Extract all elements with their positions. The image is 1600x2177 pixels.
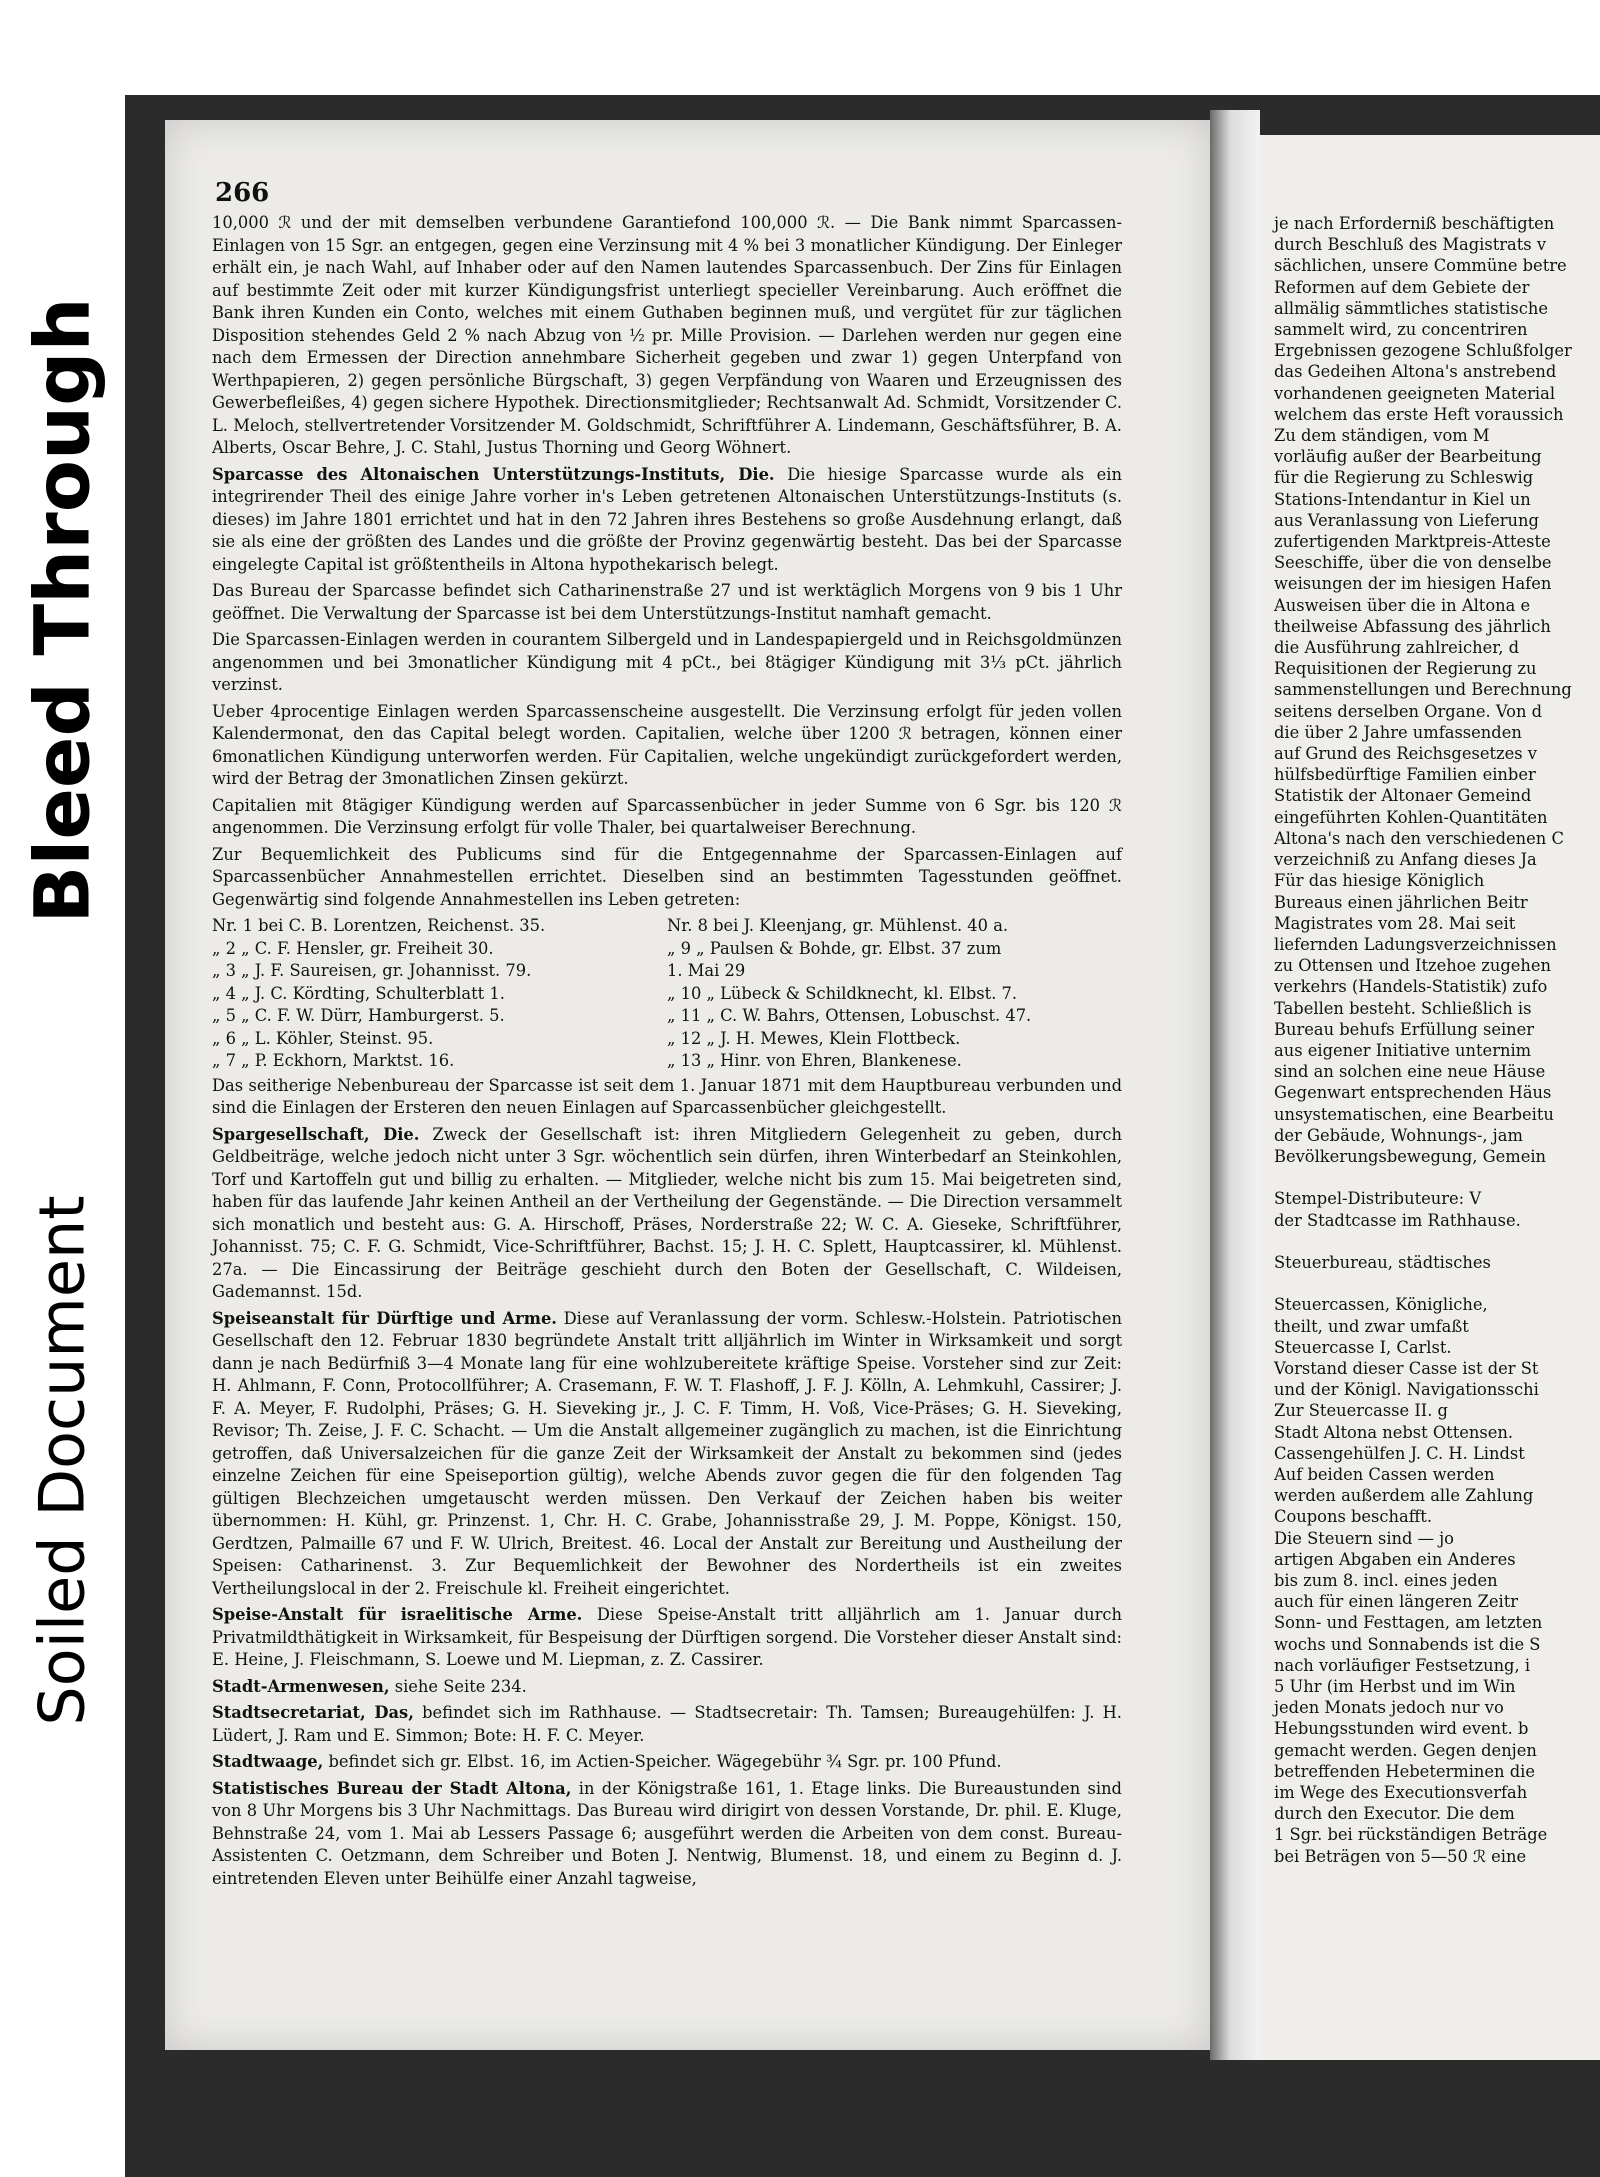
facing-page-line: Cassengehülfen J. C. H. Lindst [1274, 1443, 1525, 1463]
paragraph [212, 701, 1122, 791]
facing-page-line: Zur Steuercasse II. g [1274, 1401, 1448, 1421]
facing-page-line: Vorstand dieser Casse ist der St [1274, 1358, 1539, 1378]
facing-page-line: sammenstellungen und Berechnung [1274, 680, 1572, 700]
facing-page-line: bis zum 8. incl. eines jeden [1274, 1571, 1498, 1590]
facing-page-line: Ergebnissen gezogene Schlußfolger [1274, 341, 1572, 361]
bleed-through-label [0, 290, 125, 930]
facing-page-line: Requisitionen der Regierung zu [1274, 659, 1537, 679]
facing-page-line: gemacht werden. Gegen denjen [1274, 1740, 1537, 1760]
facing-page-line [1274, 1273, 1600, 1294]
entry-text: in der Königstraße 161, 1. Etage links. Die Bureaustunden sind von 8 Uhr Morgens bis 3 Uhr Nachmittags. Das Bureau wird dirigirt von dessen Vorstande, Dr. phil. E. Kluge, Behnstraße 24, vom 1. Mai ab Lessers Passage 6; ausgeführt werden die Arbeiten von dem const. Bureau-Assistenten C. Oetzmann, dem Schreiber und Boten J. Nentwig, Blumenst. 18, und einem zu Beginn d. J. eintretenden Eleven unter Beihülfe einer Anzahl tagweise, [212, 1778, 1122, 1888]
facing-page-line: Seeschiffe, über die von denselbe [1274, 553, 1552, 573]
facing-page-line: im Wege des Executionsverfah [1274, 1783, 1528, 1803]
entry-heading: Speise-Anstalt für israelitische Arme. [212, 1605, 583, 1624]
facing-page-line: Für das hiesige Königlich [1274, 871, 1485, 891]
collection-point: „ 6 „ L. Köhler, Steinst. 95. [212, 1028, 434, 1048]
entry-text: befindet sich im Rathhause. — Stadtsecretair: Th. Tamsen; Bureaugehülfen: J. H. Lüdert, J. Ram und E. Simmon; Bote: H. F. C. Meyer. [212, 1703, 1122, 1745]
facing-page-column [1274, 213, 1600, 1867]
paragraph [212, 1702, 1122, 1747]
paragraph [212, 212, 1122, 460]
facing-page-line: seitens derselben Organe. Von d [1274, 701, 1543, 721]
facing-page-line: der Gebäude, Wohnungs-, jam [1274, 1125, 1523, 1145]
facing-page-line: durch Beschluß des Magistrats v [1274, 235, 1547, 255]
entry-text: Das Bureau der Sparcasse befindet sich Catharinenstraße 27 und ist werktäglich Morgens von 9 bis 1 Uhr geöffnet. Die Verwaltung der Sparcasse ist bei dem Unterstützungs-Institut namhaft gemacht. [212, 581, 1122, 623]
facing-page-line: die über 2 Jahre umfassenden [1274, 722, 1522, 742]
collection-point: Nr. 8 bei J. Kleenjang, gr. Mühlenst. 40 a. [667, 916, 1009, 935]
collection-point: „ 12 „ J. H. Mewes, Klein Flottbeck. [667, 1028, 961, 1048]
entry-heading: Spargesellschaft, Die. [212, 1124, 420, 1144]
collection-point: „ 4 „ J. C. Kördting, Schulterblatt 1. [212, 983, 505, 1003]
facing-page-line: Coupons beschafft. [1274, 1507, 1432, 1527]
facing-page-line: Statistik der Altonaer Gemeind [1274, 786, 1532, 806]
facing-page-line: Ausweisen über die in Altona e [1274, 595, 1531, 615]
facing-page-line: durch den Executor. Die dem [1274, 1804, 1515, 1824]
facing-page-line: Bureau behufs Erfüllung seiner [1274, 1019, 1535, 1039]
facing-page-line: für die Regierung zu Schleswig [1274, 468, 1534, 488]
facing-page-line: auf Grund des Reichsgesetzes v [1274, 744, 1537, 764]
paragraph [212, 1308, 1122, 1601]
facing-page-line: Steuercassen, Königliche, [1274, 1295, 1488, 1315]
collection-points-table [212, 915, 1122, 1073]
facing-page-line: Gegenwart entsprechenden Häus [1274, 1083, 1552, 1103]
collection-point: „ 10 „ Lübeck & Schildknecht, kl. Elbst. 7. [667, 983, 1018, 1003]
facing-page-line: bei Beträgen von 5—50 ℛ eine [1274, 1846, 1527, 1866]
facing-page-line: Steuerbureau, städtisches [1274, 1252, 1491, 1272]
facing-page-line: Steuercasse I, Carlst. [1274, 1337, 1452, 1357]
entry-text: Capitalien mit 8tägiger Kündigung werden auf Sparcassenbücher in jeder Summe von 6 Sgr. bis 120 ℛ angenommen. Die Verzinsung erfolgt für volle Thaler, bei quartalweiser Berechnung. [212, 795, 1122, 837]
paragraph [212, 795, 1122, 840]
facing-page-line: nach vorläufiger Festsetzung, i [1274, 1655, 1531, 1675]
entry-heading: Statistisches Bureau der Stadt Altona, [212, 1778, 572, 1798]
sidebar [0, 0, 125, 2177]
entry-text: Die Sparcassen-Einlagen werden in courantem Silbergeld und in Landespapiergeld und in Reichsgoldmünzen angenommen und bei 3monatlicher Kündigung mit 4 pCt., bei 8tägiger Kündigung mit 3⅓ pCt. jährlich verzinst. [212, 630, 1122, 694]
collection-point: Nr. 1 bei C. B. Lorentzen, Reichenst. 35. [212, 916, 546, 935]
entry-text: Zweck der Gesellschaft ist: ihren Mitgliedern Gelegenheit zu geben, durch Geldbeiträge, welche jedoch nicht unter 3 Sgr. wöchentlich sein dürfen, ihren Winterbedarf an Steinkohlen, Torf und Kartoffeln gut und billig zu erhalten. — Mitglieder, welche nicht bis zum 15. Mai beigetreten sind, haben für das laufende Jahr keinen Antheil an der Vertheilung der Gegenstände. — Die Direction versammelt sich monatlich und besteht aus: G. A. Hirschoff, Präses, Norderstraße 22; W. C. A. Gieseke, Schriftführer, Johannisst. 75; C. F. G. Schmidt, Vice-Schriftführer, Bachst. 15; J. H. C. Splett, Hauptcassirer, kl. Mühlenst. 27a. — Die Eincassirung der Beiträge geschieht durch den Boten der Gesellschaft, C. Wildeisen, Gademannst. 15d. [212, 1124, 1122, 1301]
entry-text: befindet sich gr. Elbst. 16, im Actien-Speicher. Wägegebühr ¾ Sgr. pr. 100 Pfund. [328, 1752, 1002, 1771]
facing-page-line: Stempel-Distributeure: V [1274, 1189, 1482, 1209]
facing-page-line: Die Steuern sind — jo [1274, 1528, 1454, 1548]
facing-page-line: theilweise Abfassung des jährlich [1274, 616, 1551, 636]
page-number: 266 [215, 178, 270, 208]
facing-page-line: sammelt wird, zu concentriren [1274, 320, 1528, 340]
collection-point: „ 5 „ C. F. W. Dürr, Hamburgerst. 5. [212, 1006, 505, 1025]
book-gutter [1210, 110, 1260, 2060]
facing-page-line: je nach Erforderniß beschäftigten [1274, 214, 1555, 233]
right-page [1260, 135, 1600, 2060]
facing-page-line: artigen Abgaben ein Anderes [1274, 1549, 1516, 1569]
entry-text: 10,000 ℛ und der mit demselben verbundene Garantiefond 100,000 ℛ. — Die Bank nimmt Sparcassen-Einlagen von 15 Sgr. an entgegen, gegen eine Verzinsung mit 4 % bei 3 monatlicher Kündigung. Der Einleger erhält ein, je nach Wahl, auf Inhaber oder auf den Namen lautendes Sparcassenbuch. Der Zins für Einlagen auf bestimmte Zeit oder mit kurzer Kündigungsfrist unterliegt specieller Vereinbarung. Auch eröffnet die Bank ihren Kunden ein Conto, welches mit einem Guthaben beginnen muß, und vergütet für zur täglichen Disposition stehendes Geld 2 % nach Abzug von ½ pr. Mille Provision. — Darlehen werden nur gegen eine nach dem Ermessen der Direction annehmbare Sicherheit gegeben und zwar 1) gegen Unterpfand von Werthpapieren, 2) gegen persönliche Bürgschaft, 3) gegen Verpfändung von Waaren und Erzeugnissen des Gewerbefleißes, 4) gegen sichere Hypothek. Directionsmitglieder; Rechtsanwalt Ad. Schmidt, Vorsitzender C. L. Meloch, stellvertretender Vorsitzender M. Goldschmidt, Schriftführer A. Lindemann, Geschäftsführer, B. A. Alberts, Oscar Behre, J. C. Stahl, Justus Thorning und Georg Wöhnert. [212, 213, 1122, 457]
paragraph [212, 1604, 1122, 1672]
paragraph [212, 580, 1122, 625]
collection-list-left [212, 915, 667, 1073]
collection-point: „ 11 „ C. W. Bahrs, Ottensen, Lobuschst. 47. [667, 1006, 1032, 1025]
facing-page-line: eingeführten Kohlen-Quantitäten [1274, 807, 1548, 827]
facing-page-line: Sonn- und Festtagen, am letzten [1274, 1613, 1543, 1633]
facing-page-line: die Ausführung zahlreicher, d [1274, 638, 1519, 658]
entry-heading: Speiseanstalt für Dürftige und Arme. [212, 1308, 557, 1328]
facing-page-line: weisungen der im hiesigen Hafen [1274, 574, 1552, 594]
collection-point: „ 2 „ C. F. Hensler, gr. Freiheit 30. [212, 938, 494, 958]
facing-page-line: 1 Sgr. bei rückständigen Beträge [1274, 1825, 1548, 1845]
facing-page-line: Hebungsstunden wird event. b [1274, 1719, 1529, 1739]
facing-page-line: werden außerdem alle Zahlung [1274, 1486, 1534, 1506]
soiled-document-text: Soiled Document [26, 1194, 99, 1726]
collection-list-right [667, 915, 1122, 1073]
paragraph [212, 1075, 1122, 1120]
facing-page-line: Bureaus einen jährlichen Beitr [1274, 892, 1528, 912]
facing-page-line: Tabellen besteht. Schließlich is [1274, 998, 1532, 1018]
entry-text: Diese Speise-Anstalt tritt alljährlich am 1. Januar durch Privatmildthätigkeit in Wirksamkeit, für Bespeisung der Dürftigen sorgend. Die Vorsteher dieser Anstalt sind: E. Heine, J. Fleischmann, S. Loewe und M. Liepman, z. Z. Cassirer. [212, 1605, 1122, 1669]
facing-page-line: welchem das erste Heft voraussich [1274, 404, 1564, 424]
facing-page-line: wochs und Sonnabends ist die S [1274, 1634, 1541, 1654]
entry-text: Das seitherige Nebenbureau der Sparcasse ist seit dem 1. Januar 1871 mit dem Hauptbureau verbunden und sind die Einlagen der Ersteren den neuen Einlagen auf Sparcassenbücher gleichgestellt. [212, 1075, 1122, 1117]
facing-page-line: Magistrates vom 28. Mai seit [1274, 913, 1516, 933]
facing-page-line: und der Königl. Navigationsschi [1274, 1380, 1539, 1400]
paragraph-group-bottom [212, 1075, 1122, 1891]
entry-text: Die hiesige Sparcasse wurde als ein integrirender Theil des einige Jahre vorher in's Leben getretenen Altonaischen Unterstützungs-Instituts (s. dieses) im Jahre 1801 errichtet und hat in den 72 Jahren ihres Bestehens so große Ausdehnung erlangt, daß sie als eine der größten des Landes und die größte der Provinz gegenwärtig besteht. Das bei der Sparcasse eingelegte Capital ist größtentheils in Altona hypothekarisch belegt. [212, 464, 1122, 574]
facing-page-line: sind an solchen eine neue Häuse [1274, 1062, 1546, 1082]
facing-page-line: verkehrs (Handels-Statistik) zufo [1274, 977, 1548, 997]
facing-page-line: liefernden Ladungsverzeichnissen [1274, 934, 1557, 954]
entry-heading: Sparcasse des Altonaischen Unterstützungs-Instituts, Die. [212, 464, 775, 484]
facing-page-line: unsystematischen, eine Bearbeitu [1274, 1104, 1554, 1124]
collection-point: „ 3 „ J. F. Saureisen, gr. Johannisst. 79. [212, 961, 532, 980]
facing-page-line: aus Veranlassung von Lieferung [1274, 510, 1539, 530]
facing-page-line: Zu dem ständigen, vom M [1274, 426, 1490, 446]
collection-point: 1. Mai 29 [667, 961, 746, 980]
paragraph [212, 1778, 1122, 1891]
collection-point: „ 7 „ P. Eckhorn, Marktst. 16. [212, 1051, 455, 1070]
entry-heading: Stadtwaage, [212, 1752, 324, 1771]
facing-page-line: allmälig sämmtliches statistische [1274, 298, 1548, 318]
facing-page-line: das Gedeihen Altona's anstrebend [1274, 362, 1557, 382]
facing-page-line: Auf beiden Cassen werden [1274, 1464, 1495, 1484]
entry-text: Ueber 4procentige Einlagen werden Sparcassenscheine ausgestellt. Die Verzinsung erfolgt für jeden vollen Kalendermonat, den das Capital belegt worden. Capitalien, welche über 1200 ℛ betragen, können einer 6monatlichen Kündigung unterworfen werden. Für Capitalien, welche ungekündigt zurückgefordert werden, wird der Betrag der 3monatlichen Zinsen gekürzt. [212, 701, 1122, 788]
entry-heading: Stadtsecretariat, Das, [212, 1703, 414, 1722]
soiled-document-label [0, 1150, 125, 1770]
entry-text: siehe Seite 234. [394, 1676, 527, 1696]
facing-page-line: 5 Uhr (im Herbst und im Win [1274, 1677, 1516, 1697]
facing-page-line [1274, 1167, 1600, 1188]
facing-page-line: betreffenden Hebeterminen die [1274, 1761, 1535, 1781]
paragraph [212, 1676, 1122, 1699]
collection-point: „ 9 „ Paulsen & Bohde, gr. Elbst. 37 zum [667, 938, 1002, 958]
paragraph-group-top [212, 212, 1122, 911]
paragraph [212, 844, 1122, 912]
facing-page-line: zufertigenden Marktpreis-Atteste [1274, 532, 1551, 552]
facing-page-line: Stadt Altona nebst Ottensen. [1274, 1422, 1514, 1442]
paragraph [212, 464, 1122, 577]
facing-page-line: verzeichniß zu Anfang dieses Ja [1274, 850, 1537, 870]
facing-page-line: Bevölkerungsbewegung, Gemein [1274, 1146, 1547, 1166]
facing-page-line: aus eigener Initiative unternim [1274, 1040, 1532, 1060]
main-text-column [212, 212, 1122, 1894]
facing-page-line: Altona's nach den verschiedenen C [1274, 828, 1564, 848]
facing-page-line: jeden Monats jedoch nur vo [1274, 1698, 1504, 1718]
paragraph [212, 1124, 1122, 1304]
facing-page-line: auch für einen längeren Zeitr [1274, 1592, 1519, 1612]
facing-page-line: theilt, und zwar umfaßt [1274, 1316, 1469, 1336]
facing-page-line: Stations-Intendantur in Kiel un [1274, 489, 1531, 509]
facing-page-line [1274, 1231, 1600, 1252]
entry-heading: Stadt-Armenwesen, [212, 1676, 390, 1696]
entry-text: Diese auf Veranlassung der vorm. Schlesw.-Holstein. Patriotischen Gesellschaft den 12. Februar 1830 begründete Anstalt tritt alljährlich im Winter in Wirksamkeit und sorgt dann je nach Bedürfniß 3—4 Monate lang für eine wohlzubereitete kräftige Speise. Vorsteher sind zur Zeit: H. Ahlmann, F. Conn, Protocollführer; A. Crasemann, F. W. T. Flashoff, J. F. J. Kölln, A. Lehmkuhl, Cassirer; J. F. A. Meyer, F. Rudolphi, Präses; G. H. Sieveking jr., J. C. F. Timm, H. Voß, Vice-Präses; G. H. Sieveking, Revisor; Th. Zeise, J. F. C. Schacht. — Um die Anstalt allgemeiner zugänglich zu machen, ist die Einrichtung getroffen, daß Universalzeichen für die ganze Zeit der Wirksamkeit der Anstalt zu bekommen sind (jedes einzelne Zeichen für eine Speiseportion gültig), welche Abends zuvor gegen die für den folgenden Tag gültigen Blechzeichen umgetauscht werden müssen. Den Verkauf der Zeichen haben bis weiter übernommen: H. Kühl, gr. Prinzenst. 1, Chr. H. C. Grabe, Johannisstraße 29, J. M. Poppe, Königst. 150, Gerdtzen, Palmaille 67 und F. W. Ulrich, Breitest. 46. Local der Anstalt zur Bereitung und Austheilung der Speisen: Catharinenst. 3. Zur Bequemlichkeit der Bewohner des Nordertheils ist ein zweites Vertheilungslocal in der 2. Freischule kl. Freiheit eingerichtet. [212, 1308, 1122, 1598]
paragraph [212, 1751, 1122, 1774]
facing-page-line: vorläufig außer der Bearbeitung [1274, 447, 1542, 467]
paragraph [212, 629, 1122, 697]
facing-page-line: vorhandenen geeigneten Material [1274, 383, 1556, 403]
facing-page-line: hülfsbedürftige Familien einber [1274, 765, 1536, 785]
facing-page-line: sächlichen, unsere Commüne betre [1274, 256, 1567, 276]
bleed-through-text: Bleed Through [18, 296, 107, 924]
collection-point: „ 13 „ Hinr. von Ehren, Blankenese. [667, 1051, 962, 1070]
facing-page-line: Reformen auf dem Gebiete der [1274, 277, 1530, 297]
entry-text: Zur Bequemlichkeit des Publicums sind für die Entgegennahme der Sparcassen-Einlagen auf Sparcassenbücher Annahmestellen errichtet. Dieselben sind an bestimmten Tagesstunden geöffnet. Gegenwärtig sind folgende Annahmestellen ins Leben getreten: [212, 844, 1122, 909]
facing-page-line: der Stadtcasse im Rathhause. [1274, 1210, 1521, 1230]
facing-page-line: zu Ottensen und Itzehoe zugehen [1274, 956, 1552, 976]
